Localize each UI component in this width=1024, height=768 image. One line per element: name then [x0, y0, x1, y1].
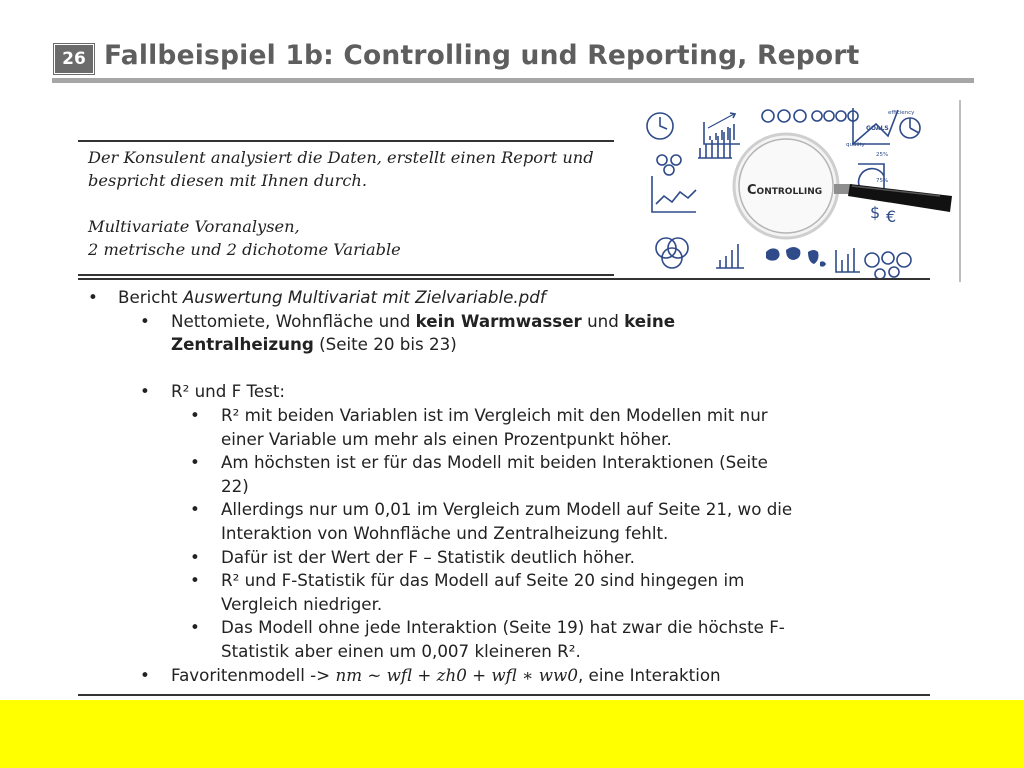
- efficiency-label: efficiency: [888, 110, 915, 116]
- bullet-icon: •: [140, 381, 150, 402]
- title-divider: [52, 78, 974, 83]
- bullet-icon: •: [140, 664, 150, 685]
- list-item: • R² mit beiden Variablen ist im Vergleich mit den Modellen mit nur einer Variable um mehr als einen Prozentpunkt höher.: [190, 404, 768, 449]
- bullet-icon: •: [190, 452, 200, 473]
- bullet-icon: •: [190, 546, 200, 567]
- bullet-icon: •: [190, 404, 200, 425]
- list-item: • R² und F-Statistik für das Modell auf Seite 20 sind hingegen im Vergleich niedriger.: [190, 570, 745, 614]
- smiley-icon: [762, 110, 774, 122]
- list-item: • Favoritenmodell -> nm ~ wfl + zh0 + wfl ∗ ww0, eine Interaktion: [78, 664, 930, 688]
- intro-line: Der Konsulent analysiert die Daten, erstellt einen Report und: [88, 148, 594, 167]
- intro-text: [88, 146, 608, 261]
- report-filename: Auswertung Multivariat mit Zielvariable.pdf: [182, 287, 546, 307]
- list-item: • Das Modell ohne jede Interaktion (Seite 19) hat zwar die höchste F- Statistik aber einen um 0,007 kleineren R².: [190, 617, 785, 661]
- quality-label: quality: [846, 142, 865, 148]
- list-item: • Am höchsten ist er für das Modell mit beiden Interaktionen (Seite 22): [190, 452, 768, 496]
- list-item: • Nettomiete, Wohnfläche und kein Warmwasser und keine Zentralheizung (Seite 20 bis 23): [140, 310, 676, 355]
- model-formula: nm ~ wfl + zh0 + wfl ∗ ww0: [335, 664, 578, 685]
- percent-chart-icon: [858, 164, 884, 188]
- list-item: • Allerdings nur um 0,01 im Vergleich zum Modell auf Seite 21, wo die Interaktion von Wohnfläche und Zentralheizung fehlt.: [190, 499, 793, 543]
- controlling-illustration: [640, 100, 958, 280]
- bullet-icon: •: [190, 499, 200, 520]
- content-bottom-rule: [78, 694, 930, 696]
- intro-line: Multivariate Voranalysen,: [88, 217, 300, 236]
- bullet-icon: •: [88, 287, 98, 307]
- bullet-icon: •: [140, 310, 150, 331]
- content-top-rule: [78, 278, 930, 280]
- slide-number: 26: [54, 44, 94, 74]
- svg-text:$: $: [870, 203, 881, 222]
- gear-icon: [657, 155, 667, 165]
- percent-label: 75%: [876, 178, 889, 184]
- svg-text:€: €: [886, 207, 897, 226]
- list-item: • Bericht Auswertung Multivariat mit Zielvariable.pdf: [78, 286, 930, 310]
- bullet-icon: •: [190, 570, 200, 591]
- controlling-image: [640, 100, 958, 280]
- intro-line: bespricht diesen mit Ihnen durch.: [88, 171, 367, 190]
- intro-line: 2 metrische und 2 dichotome Variable: [88, 240, 401, 259]
- percent-label: 25%: [876, 152, 889, 158]
- bullet-icon: •: [190, 617, 200, 638]
- controlling-label: Controlling: [747, 183, 823, 198]
- slide-title: Fallbeispiel 1b: Controlling und Reporting, Report: [104, 40, 860, 71]
- goals-label: GOALS: [866, 125, 889, 132]
- footer-highlight-bar: [0, 700, 1024, 768]
- bullet-list: [78, 286, 930, 687]
- world-map-icon: [766, 247, 826, 267]
- image-border: [959, 100, 961, 282]
- line-chart-icon: [652, 176, 696, 212]
- list-item: • R² und F Test:: [78, 380, 930, 404]
- list-item: • Dafür ist der Wert der F – Statistik deutlich höher.: [78, 546, 930, 570]
